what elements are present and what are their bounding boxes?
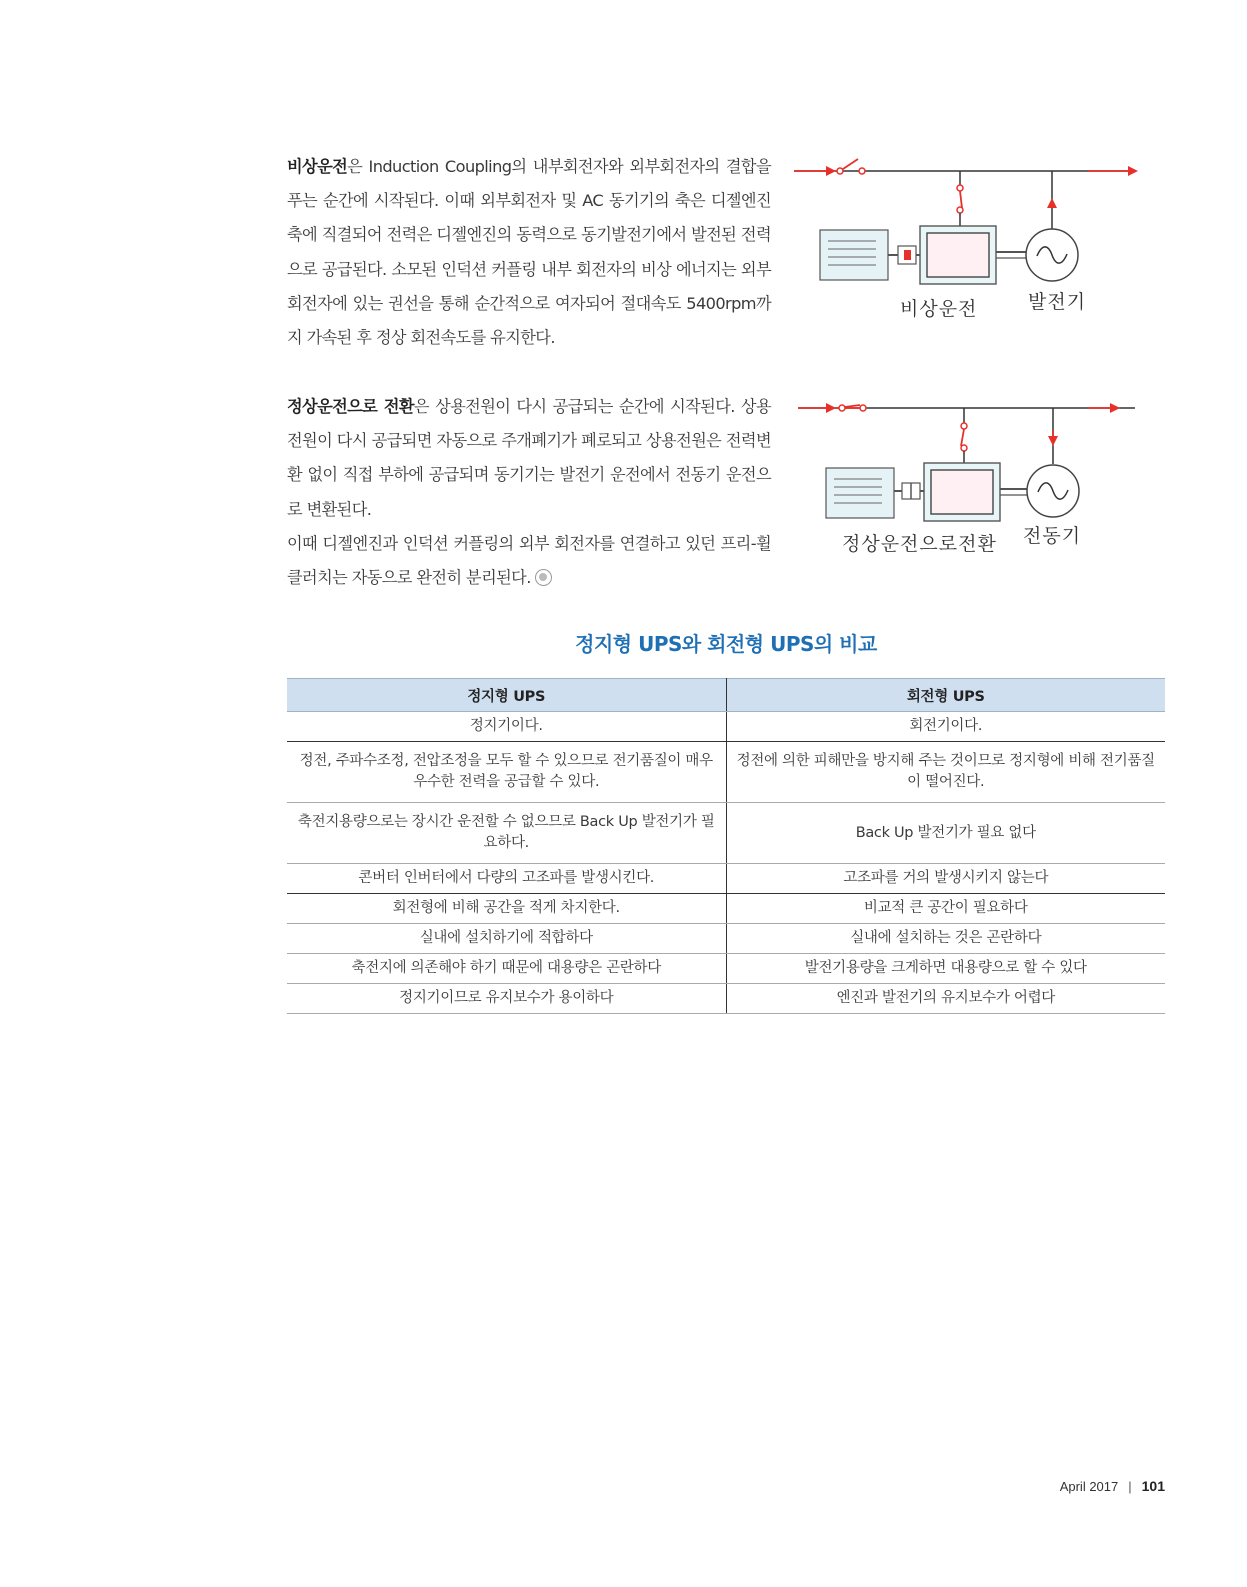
table-cell: 축전지에 의존해야 하기 때문에 대용량은 곤란하다 xyxy=(287,954,726,984)
table-header-row xyxy=(287,679,1165,712)
footer-separator: | xyxy=(1128,1479,1132,1494)
ups-comparison-table xyxy=(287,678,1165,1014)
machine-label: 발전기 xyxy=(1028,291,1087,313)
arrow-down-icon xyxy=(1048,436,1058,446)
coupling-engaged xyxy=(904,250,911,260)
switch-contact xyxy=(837,168,843,174)
paragraph-emergency-operation xyxy=(287,150,771,355)
table-row xyxy=(287,803,1165,864)
table-row xyxy=(287,954,1165,984)
diesel-engine-box xyxy=(820,230,888,280)
column-header-static-ups: 정지형 UPS xyxy=(287,679,726,712)
table-cell: 비교적 큰 공간이 필요하다 xyxy=(726,894,1165,924)
machine-label: 전동기 xyxy=(1023,525,1082,547)
closed-switch xyxy=(961,429,964,446)
mode-label: 정상운전으로전환 xyxy=(842,533,997,555)
table-cell: Back Up 발전기가 필요 없다 xyxy=(726,803,1165,864)
issue-date: April 2017 xyxy=(1059,1479,1119,1494)
table-row xyxy=(287,742,1165,803)
emergency-operation-diagram xyxy=(788,150,1148,340)
table-cell: 정전, 주파수조정, 전압조정을 모두 할 수 있으므로 전기품질이 매우 우수한 전력을 공급할 수 있다. xyxy=(287,742,726,803)
table-cell: 발전기용량을 크게하면 대용량으로 할 수 있다 xyxy=(726,954,1165,984)
paragraph-lead: 정상운전으로 전환 xyxy=(287,397,414,416)
page-footer xyxy=(1060,1478,1165,1494)
table-cell: 실내에 설치하는 것은 곤란하다 xyxy=(726,924,1165,954)
paragraph-lead: 비상운전 xyxy=(287,157,348,176)
arrow-right-icon xyxy=(826,403,836,413)
table-row xyxy=(287,984,1165,1014)
table-cell: 회전형에 비해 공간을 적게 차지한다. xyxy=(287,894,726,924)
switch-contact xyxy=(860,405,866,411)
table-cell: 콘버터 인버터에서 다량의 고조파를 발생시킨다. xyxy=(287,864,726,894)
table-title: 정지형 UPS와 회전형 UPS의 비교 xyxy=(575,632,877,656)
paragraph-body: 은 상용전원이 다시 공급되는 순간에 시작된다. 상용전원이 다시 공급되면 자동으로 주개폐기가 폐로되고 상용전원은 전력변환 없이 직접 부하에 공급되며 동기기는 발전기 운전에서 전동기 운전으로 변환된다. xyxy=(287,397,771,519)
paragraph-normal-operation xyxy=(287,390,771,595)
table-row xyxy=(287,712,1165,742)
end-mark-icon xyxy=(535,569,552,586)
paragraph-body: 은 Induction Coupling의 내부회전자와 외부회전자의 결합을 푸는 순간에 시작된다. 이때 외부회전자 및 AC 동기기의 축은 디젤엔진 축에 직결되어 전력은 디젤엔진의 동력으로 동기발전기에서 발전된 전력으로 공급된다. 소모된 인덕션 커플링 내부 회전자의 비상 에너지는 외부 회전자에 있는 권선을 통해 순간적으로 여자되어 절대속도 5400rpm까지 가속된 후 정상 회전속도를 유지한다. xyxy=(287,157,771,348)
table-cell: 축전지용량으로는 장시간 운전할 수 없으므로 Back Up 발전기가 필요하다. xyxy=(287,803,726,864)
table-cell: 정지기이다. xyxy=(287,712,726,742)
table-row xyxy=(287,864,1165,894)
open-switch xyxy=(843,159,858,169)
mode-label: 비상운전 xyxy=(900,298,978,320)
paragraph-body-continued: 이때 디젤엔진과 인덕션 커플링의 외부 회전자를 연결하고 있던 프리-휠 클러치는 자동으로 완전히 분리된다. xyxy=(287,533,771,588)
diesel-engine-box xyxy=(826,468,894,518)
arrow-up-icon xyxy=(1047,198,1057,208)
table-cell: 정전에 의한 피해만을 방지해 주는 것이므로 정지형에 비해 전기품질이 떨어진다. xyxy=(726,742,1165,803)
table-cell: 실내에 설치하기에 적합하다 xyxy=(287,924,726,954)
table-row xyxy=(287,894,1165,924)
page-number: 101 xyxy=(1141,1478,1165,1494)
closed-switch xyxy=(960,191,962,208)
closed-switch xyxy=(845,405,860,407)
table-cell: 정지기이므로 유지보수가 용이하다 xyxy=(287,984,726,1014)
switch-contact xyxy=(839,405,845,411)
arrow-right-icon xyxy=(826,166,836,176)
table-row xyxy=(287,924,1165,954)
arrow-right-icon xyxy=(1128,166,1138,176)
arrow-right-icon xyxy=(1110,403,1120,413)
table-cell: 엔진과 발전기의 유지보수가 어렵다 xyxy=(726,984,1165,1014)
column-header-rotary-ups: 회전형 UPS xyxy=(726,679,1165,712)
table-cell: 고조파를 거의 발생시키지 않는다 xyxy=(726,864,1165,894)
normal-operation-diagram xyxy=(788,390,1148,580)
table-cell: 회전기이다. xyxy=(726,712,1165,742)
switch-contact xyxy=(859,168,865,174)
